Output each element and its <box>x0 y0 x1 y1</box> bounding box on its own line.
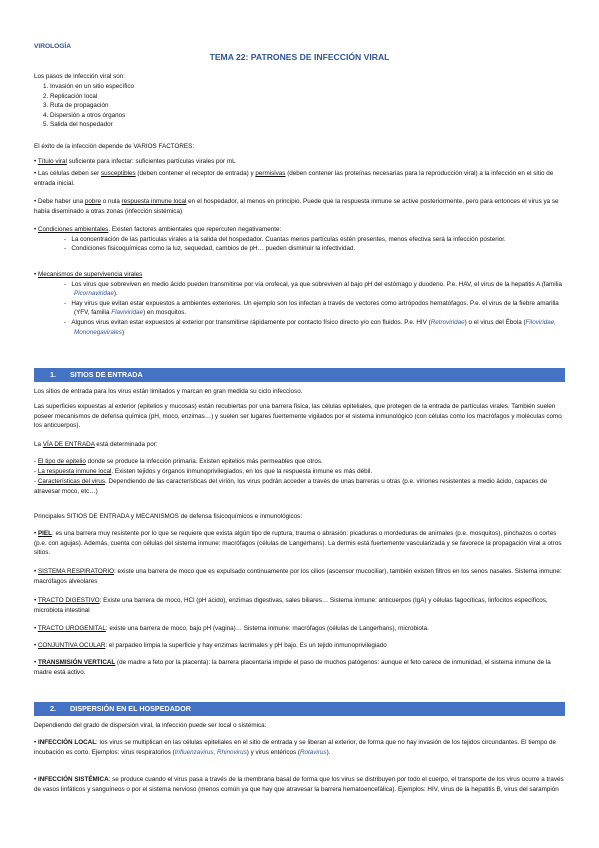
course-label: VIROLOGÍA <box>34 43 71 50</box>
factor-5-sub-2-a: Hay virus que evitan estar expuestos a ambientes exteriores. Un ejemplo son los infectan a través de vectores como artrópodos hematófagos. P.e. el virus de la fiebre amarilla (YFV, familia <box>71 299 559 317</box>
factor-2: • Las células deben ser susceptibles (deben contener el receptor de entrada) y permisivas (deben contener las proteínas necesarias para la reproducción viral) a la infección en el sitio de entrada inicial. <box>34 170 554 187</box>
step-item: 5. Salida del hospedador <box>50 120 565 130</box>
infection-local-text-b: ) y virus entéricos ( <box>246 748 300 756</box>
factor-5-sub-3-b: ) o el virus del Ébola ( <box>464 318 526 326</box>
factor-3-immune: respuesta inmune local <box>121 198 187 205</box>
entry-site-piel: • PIEL: es una barrera muy resistente por lo que se requiere que exista algún tipo de ruptura, trauma o abrasión: picaduras o mordeduras de animales (p.e. mosquitos), pinchazos o cortes (p.e. con agujas). Además, cuenta con células del sistema inmune: macrófagos (células de Langerhans). La dermis está fuertemente vascularizada y se favorece la propagación viral a otros sitios. <box>34 530 562 557</box>
factor-3-text-b: o nula <box>101 198 122 205</box>
entry-sites-heading: Principales SITIOS DE ENTRADA y MECANISMOS de defensa fisicoquímicos e inmunológicos: <box>34 513 303 520</box>
entry-site-digestivo: • TRACTO DIGESTIVO: Existe una barrera de moco, HCl (pH ácido), enzimas digestivas, sales biliares… Sistema inmune: anticuerpos (IgA) y células fagocíticas, linfocitos específicos, microbiota intestinal <box>34 597 548 614</box>
step-item: 3. Ruta de propagación <box>50 101 565 111</box>
route-factor-2: - La respuesta inmune local. Existen tejidos y órganos inmunoprivilegiados, en los que la respuesta inmune es más débil. <box>34 468 373 475</box>
infection-local: • INFECCIÓN LOCAL: los virus se multiplican en las células epiteliales en el sitio de entrada y se liberan al exterior, de forma que no hay invasión de los tejidos circundantes. El tiempo de incubación es corto. Ejemplos: virus respiratorios (Influenzavirus, Rhinovirus) y virus entéricos (Rotavirus). <box>34 739 556 756</box>
factor-4-sub-1-text: La concentración de las partículas virales a la salida del hospedador. Cuantas menos partículas estén presentes, menos efectiva será la infección posterior. <box>71 235 506 243</box>
step-item: 1. Invasión en un sitio específico <box>50 82 565 92</box>
factor-3-text-a: Debe haber una <box>37 198 85 205</box>
infection-local-label: INFECCIÓN LOCAL <box>37 739 97 746</box>
factor-1-label: Título viral <box>37 158 67 165</box>
factor-5-sub-3-a: Algunos virus evitan estar expuestos al exterior por transmitirse rápidamente por contacto físico directo y/o con fluidos. P.e. HIV ( <box>71 318 431 326</box>
factor-4-text: . Existen factores ambientales que repercuten negativamente: <box>108 226 282 233</box>
section-1-p3 <box>34 440 565 450</box>
entry-site-conjuntiva: • CONJUNTIVA OCULAR: el parpadeo limpia la superficie y hay enzimas lacrimales y pH bajo. Es un tejido inmunoprivilegiado <box>34 642 387 649</box>
factor-2-text-c: (deben contener las proteínas necesarias para la reproducción viral) a la infección en el sitio de entrada inicial. <box>34 170 554 187</box>
infection-local-examples-2: Rotavirus <box>299 748 327 756</box>
entry-site-respiratorio-text: : existe una barrera de moco que es expulsado continuamente por los cilios (ascensor mucociliar), también existen filtros en los senos nasales. Sistema inmune: macrófagos alveolares <box>34 568 562 585</box>
entry-site-conjuntiva-text: : el parpadeo limpia la superficie y hay enzimas lacrimales y pH bajo. Es un tejido inmunoprivilegiado <box>105 642 387 649</box>
entry-site-vertical-label: TRANSMISIÓN VERTICAL <box>37 659 116 666</box>
entry-site-respiratorio: • SISTEMA RESPIRATORIO: existe una barrera de moco que es expulsado continuamente por los cilios (ascensor mucociliar), también existen filtros en los senos nasales. Sistema inmune: macrófagos alveolares <box>34 568 562 585</box>
entry-site-vertical-text: (de madre a feto por la placenta): la barrera placentaria impide el paso de muchos patógenos: aunque el feto carece de inmunidad, el sistema inmune de la madre está activo. <box>34 659 551 676</box>
route-factor-1-text: donde se produce la infección primaria. Existen epitelios más permeables que otros. <box>85 458 323 465</box>
factor-2-text-b: (deben contener el receptor de entrada) y <box>135 170 256 177</box>
factor-5-sub-1-a: Los virus que sobreviven en medio ácido pueden transmitirse por vía orofecal, ya que sobreviven al bajo pH del estómago y duodeno. P.e. HAV, el virus de la hepatitis A (familia <box>71 280 562 288</box>
steps-list <box>34 82 565 130</box>
factor-3: • Debe haber una pobre o nula respuesta inmune local en el hospedador, al menos en principio. Puede que la respuesta inmune se active posteriormente, pero para entonces el virus ya se había diseminado a otras zonas (infección sistémica) <box>34 198 559 215</box>
route-factor-2-label: La respuesta inmune local <box>37 468 112 475</box>
intro-text: Los pasos de infección viral son: <box>34 73 126 80</box>
route-factor-2-text: . Existen tejidos y órganos inmunoprivilegiados, en los que la respuesta inmune es más débil. <box>111 468 373 475</box>
factor-5-sub-1-family: Picornaviridae <box>74 290 114 298</box>
section-1-header <box>34 368 565 382</box>
infection-systemic-text: : se produce cuando el virus pasa a través de la membrana basal de forma que los virus se distribuyen por todo el cuerpo, el transporte de los virus ocurre a través de vasos linfáticos y sanguíneos o por el sistema nervioso (menos común ya que hay que atravesar la barrera hematoencefálica). Ejemplos: HIV, virus de la hepatitis B, virus del sarampión <box>34 776 564 793</box>
infection-systemic-label: INFECCIÓN SISTÉMICA <box>37 776 109 783</box>
route-factor-1: - El tipo de epitelio donde se produce la infección primaria. Existen epitelios más permeables que otros. <box>34 458 323 465</box>
factor-5-sub-2-b: ) en mosquitos. <box>143 309 187 317</box>
factor-5-label: Mecanismos de supervivencia virales <box>37 271 143 278</box>
section-1-title: SITIOS DE ENTRADA <box>70 370 143 379</box>
page-title: TEMA 22: PATRONES DE INFECCIÓN VIRAL <box>209 52 390 62</box>
factor-5-sub-3-family-2: Filoviridae, Mononegavirales <box>74 318 556 336</box>
entry-site-respiratorio-label: SISTEMA RESPIRATORIO <box>37 568 115 575</box>
infection-systemic: • INFECCIÓN SISTÉMICA: se produce cuando el virus pasa a través de la membrana basal de forma que los virus se distribuyen por todo el cuerpo, el transporte de los virus ocurre a través de vasos linfáticos y sanguíneos o por el sistema nervioso (menos común ya que hay que atravesar la barrera hematoencefálica). Ejemplos: HIV, virus de la hepatitis B, virus del sarampión <box>34 776 564 793</box>
factor-5-sub-2-family: Flaviviridae <box>111 309 144 317</box>
factor-2-susceptible: susceptibles <box>100 170 136 177</box>
route-factor-3: - Características del virus. Dependiendo de las características del virión, los virus podrán acceder a través de unas barreras u otras (p.e. viriones resistentes a medio ácido, capaces de atravesar moco, etc…) <box>34 478 548 495</box>
factor-3-text-c: en el hospedador, al menos en principio. Puede que la respuesta inmune se active posteriormente, pero para entonces el virus ya se había diseminado a otras zonas (infección sistémica) <box>34 198 559 215</box>
factor-4-label: Condiciones ambientales <box>37 226 109 233</box>
entry-site-urogenital: • TRACTO UROGENITAL: existe una barrera de moco, bajo pH (vagina)… Sistema inmune: macrófagos (células de Langerhans), microbiota. <box>34 625 429 632</box>
section-1-p1: Los sitios de entrada para los virus están limitados y marcan en gran medida su ciclo infeccioso. <box>34 388 303 395</box>
entry-site-urogenital-text: : existe una barrera de moco, bajo pH (vagina)… Sistema inmune: macrófagos (células de Langerhans), microbiota. <box>105 625 429 632</box>
entry-site-vertical: • TRANSMISIÓN VERTICAL (de madre a feto por la placenta): la barrera placentaria impide el paso de muchos patógenos: aunque el feto carece de inmunidad, el sistema inmune de la madre está activo. <box>34 659 551 676</box>
factor-5-sub-3-family-1: Retroviridae <box>430 318 465 326</box>
section-1-p3-route: VÍA DE ENTRADA <box>42 441 95 448</box>
factor-4-sub-2-text: Condiciones fisicoquímicas como la luz, sequedad, cambios de pH… pueden disminuir la infectividad. <box>71 245 356 253</box>
entry-site-urogenital-label: TRACTO UROGENITAL <box>37 625 106 632</box>
section-2-header <box>34 702 565 716</box>
section-1-p3-a: La <box>34 441 43 448</box>
step-item: 2. Replicación local <box>50 92 565 102</box>
factor-4-sub-1: - La concentración de las partículas virales a la salida del hospedador. Cuantas menos partículas estén presentes, menos efectiva será la infección posterior. <box>64 235 506 243</box>
factor-5-sub-3: - Algunos virus evitan estar expuestos al exterior por transmitirse rápidamente por contacto físico directo y/o con fluidos. P.e. HIV (Retroviridae) o el virus del Ébola (Filoviridae, Mononegavirales) <box>64 318 556 336</box>
factor-2-permissive: permisivas <box>255 170 286 177</box>
factor-5-sub-3-c: ) <box>121 328 125 336</box>
route-factor-3-text: . Dependiendo de las características del virión, los virus podrán acceder a través de unas barreras u otras (p.e. viriones resistentes a medio ácido, capaces de atravesar moco, etc…) <box>34 478 548 495</box>
section-1-number: 1. <box>50 370 56 379</box>
factors-intro: El éxito de la infección depende de VARIOS FACTORES: <box>34 143 195 150</box>
entry-site-conjuntiva-label: CONJUNTIVA OCULAR <box>37 642 106 649</box>
entry-site-piel-text: : es una barrera muy resistente por lo que se requiere que exista algún tipo de ruptura, trauma o abrasión: picaduras o mordeduras de animales (p.e. mosquitos), pinchazos o cortes (p.e. con agujas). Además, cuenta con células del sistema inmune: macrófagos (células de Langerhans). La dermis está fuertemente vascularizada y se favorece la propagación viral a otros sitios. <box>34 530 562 557</box>
infection-local-text-c: ). <box>326 748 331 756</box>
section-1-p3-c: está determinada por: <box>94 441 158 448</box>
factor-4-sub-2: - Condiciones fisicoquímicas como la luz, sequedad, cambios de pH… pueden disminuir la infectividad. <box>64 245 356 253</box>
factor-5-sub-2: - Hay virus que evitan estar expuestos a ambientes exteriores. Un ejemplo son los infectan a través de vectores como artrópodos hematófagos. P.e. el virus de la fiebre amarilla (YFV, familia Flaviviridae) en mosquitos. <box>64 299 559 317</box>
section-2-number: 2. <box>50 704 56 713</box>
entry-site-digestivo-label: TRACTO DIGESTIVO <box>37 597 100 604</box>
factor-5-sub-1-b: ). <box>113 290 118 298</box>
infection-local-examples-1: Influenzavirus, Rhinovirus <box>174 748 247 756</box>
section-1-p2: Las superficies expuestas al exterior (epitelios y mucosas) están recubiertas por una barrera física, las células epiteliales, que protegen de la entrada de partículas virales. También suelen poseer mecanismos de defensa química (pH, moco, enzimas…) y suelen ser lugares fuertemente vigilados por el sistema inmunológico (con células como los macrófagos y moléculas como los anticuerpos). <box>34 403 562 430</box>
factor-5-sub-1: - Los virus que sobreviven en medio ácido pueden transmitirse por vía orofecal, ya que sobreviven al bajo pH del estómago y duodeno. P.e. HAV, el virus de la hepatitis A (familia Picornaviridae). <box>64 280 562 298</box>
factor-3-pobre: pobre <box>84 198 101 205</box>
route-factor-3-label: Características del virus <box>37 478 106 485</box>
route-factor-1-label: El tipo de epitelio <box>37 458 86 465</box>
infection-local-text-a: : los virus se multiplican en las células epiteliales en el sitio de entrada y se liberan al exterior, de forma que no hay invasión de los tejidos circundantes. El tiempo de incubación es corto. Ejemplos: virus respiratorios ( <box>34 739 556 756</box>
section-2-p1: Dependiendo del grado de dispersión viral, la infección puede ser local o sistémica: <box>34 722 267 729</box>
section-2-title: DISPERSIÓN EN EL HOSPEDADOR <box>70 704 191 713</box>
entry-site-piel-label: PIEL <box>37 530 52 537</box>
factor-2-text-a: Las células deben ser <box>37 170 101 177</box>
factor-4: • Condiciones ambientales. Existen factores ambientales que repercuten negativamente: - La concentración de las partículas virales a la salida del hospedador. Cuantas menos partículas estén presentes, menos efectiva será la infección posterior. - Condiciones fisicoquímicas como la luz, sequedad, cambios de pH… pueden disminuir la infectividad. <box>34 225 565 254</box>
step-item: 4. Dispersión a otros órganos <box>50 111 565 121</box>
entry-site-digestivo-text: : Existe una barrera de moco, HCl (pH ácido), enzimas digestivas, sales biliares… Sistema inmune: anticuerpos (IgA) y células fagocíticas, linfocitos específicos, microbiota intestinal <box>34 597 548 614</box>
factor-1-text: suficiente para infectar: suficientes partículas virales por mL <box>66 158 236 165</box>
factor-5: • Mecanismos de supervivencia virales - Los virus que sobreviven en medio ácido pueden transmitirse por vía orofecal, ya que sobreviven al bajo pH del estómago y duodeno. P.e. HAV, el virus de la hepatitis A (familia Picornaviridae). - Hay virus que evitan estar expuestos a ambientes exteriores. Un ejemplo son los infectan a través de vectores como artrópodos hematófagos. P.e. el virus de la fiebre amarilla (YFV, familia Flaviviridae) en mosquitos. - Algunos virus evitan estar expuestos al exterior por transmitirse rápidamente por contacto físico directo y/o con fluidos. P.e. HIV (Retroviridae) o el virus del Ébola (Filoviridae, Mononegavirales) <box>34 270 565 337</box>
factor-1: • Título viral suficiente para infectar: suficientes partículas virales por mL <box>34 158 236 165</box>
